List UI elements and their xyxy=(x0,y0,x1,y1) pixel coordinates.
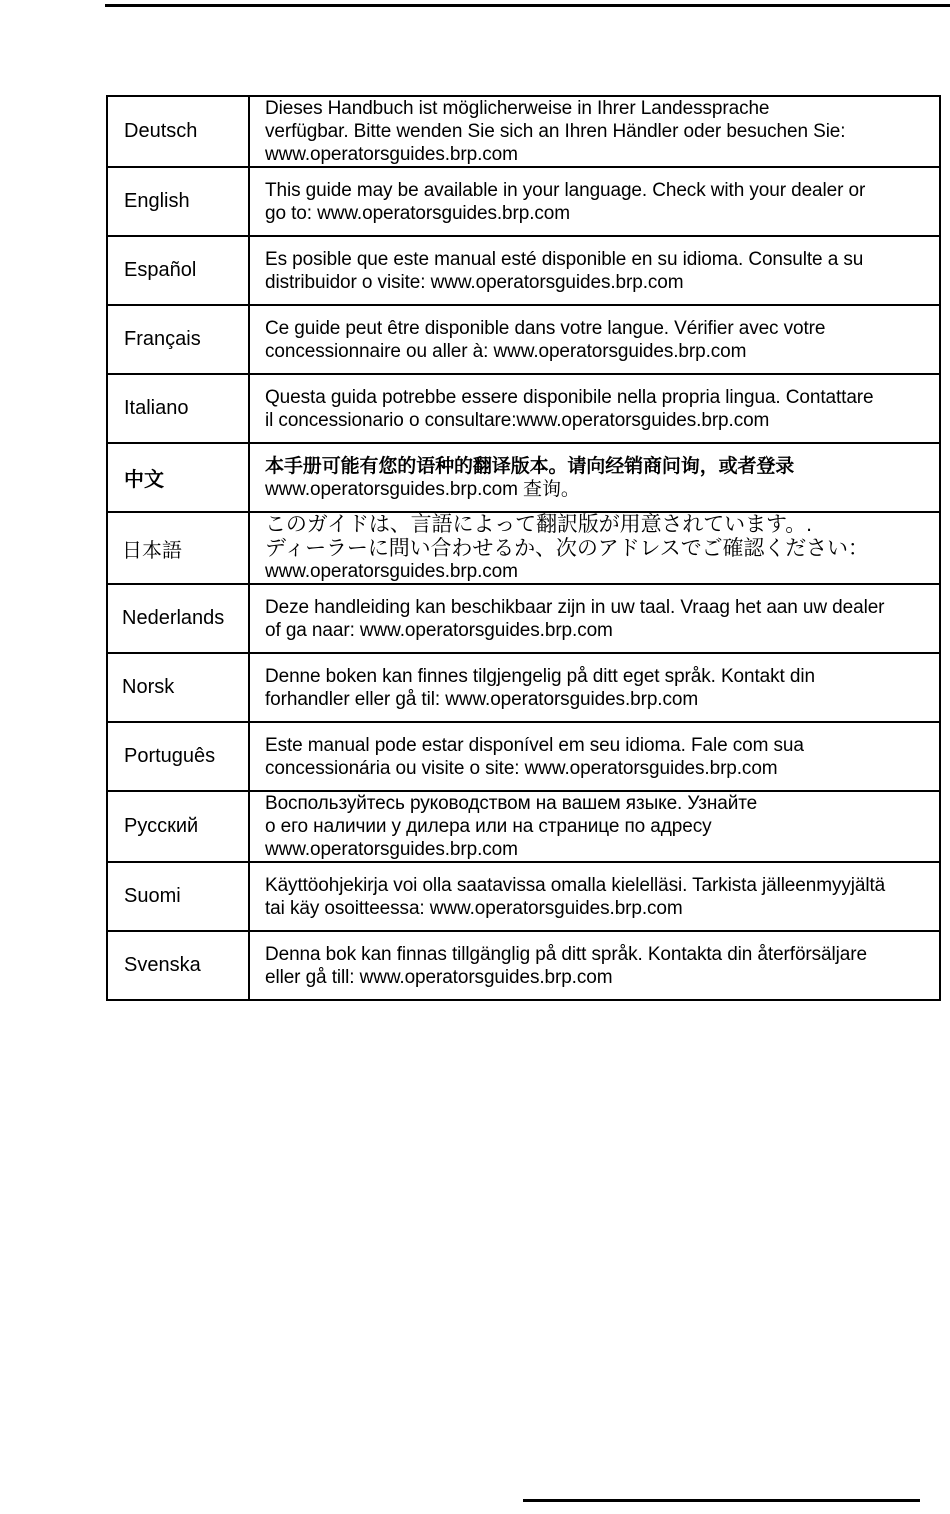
language-message xyxy=(249,374,940,443)
message-url-line: of ga naar: www.operatorsguides.brp.com xyxy=(265,619,613,641)
table-row-russian xyxy=(107,791,940,862)
message-line: verfügbar. Bitte wenden Sie sich an Ihren Händler oder besuchen Sie: xyxy=(265,121,846,142)
language-name: Italiano xyxy=(107,374,249,443)
message-line: Este manual pode estar disponível em seu idioma. Fale com sua xyxy=(265,734,804,756)
table-row-english xyxy=(107,167,940,236)
message-line: ディーラーに問い合わせるか、次のアドレスでご確認ください： xyxy=(265,537,869,560)
message-url-line: distribuidor o visite: www.operatorsguides.brp.com xyxy=(265,271,684,293)
top-rule xyxy=(105,4,950,7)
language-name: 日本語 xyxy=(107,512,249,584)
language-message xyxy=(249,167,940,236)
language-message xyxy=(249,653,940,722)
message-url-line: il concessionario o consultare:www.operatorsguides.brp.com xyxy=(265,409,770,431)
message-url-line: concessionnaire ou aller à: www.operatorsguides.brp.com xyxy=(265,340,747,362)
table-row-espanol xyxy=(107,236,940,305)
language-name: Norsk xyxy=(107,653,249,722)
message-url-line: concessionária ou visite o site: www.operatorsguides.brp.com xyxy=(265,757,778,779)
language-message xyxy=(249,512,940,584)
message-line: Questa guida potrebbe essere disponibile nella propria lingua. Contattare xyxy=(265,386,874,408)
message-line: Воспользуйтесь руководством на вашем языке. Узнайте xyxy=(265,793,758,814)
table-row-norsk xyxy=(107,653,940,722)
message-url-line: go to: www.operatorsguides.brp.com xyxy=(265,202,570,224)
table-row-nederlands xyxy=(107,584,940,653)
message-line: Denna bok kan finnas tillgänglig på ditt språk. Kontakta din återförsäljare xyxy=(265,943,867,965)
table-row-chinese xyxy=(107,443,940,512)
bottom-rule xyxy=(523,1499,920,1502)
table-row-portugues xyxy=(107,722,940,791)
message-line: Es posible que este manual esté disponible en su idioma. Consulte a su xyxy=(265,248,864,270)
language-message xyxy=(249,791,940,862)
language-message xyxy=(249,443,940,512)
language-message xyxy=(249,931,940,1000)
language-name: Português xyxy=(107,722,249,791)
message-line: о его наличии у дилера или на странице по адресу xyxy=(265,816,712,837)
table-row-japanese xyxy=(107,512,940,584)
message-line: This guide may be available in your language. Check with your dealer or xyxy=(265,179,866,201)
message-url-line: www.operatorsguides.brp.com xyxy=(265,144,518,165)
message-line: このガイドは、言語によって翻訳版が用意されています。. xyxy=(265,513,812,536)
language-message xyxy=(249,96,940,167)
table-row-francais xyxy=(107,305,940,374)
language-name: Deutsch xyxy=(107,96,249,167)
language-message xyxy=(249,236,940,305)
language-name: Suomi xyxy=(107,862,249,931)
table-row-svenska xyxy=(107,931,940,1000)
message-url-line: www.operatorsguides.brp.com xyxy=(265,839,518,860)
message-line: Dieses Handbuch ist möglicherweise in Ihrer Landessprache xyxy=(265,98,770,119)
message-url-line: www.operatorsguides.brp.com 查询。 xyxy=(265,478,580,500)
message-line: Käyttöohjekirja voi olla saatavissa omalla kielelläsi. Tarkista jälleenmyyjältä xyxy=(265,874,886,896)
language-name: English xyxy=(107,167,249,236)
table-row-suomi xyxy=(107,862,940,931)
table-row-italiano xyxy=(107,374,940,443)
language-name: 中文 xyxy=(107,443,249,512)
language-message xyxy=(249,722,940,791)
message-line: Deze handleiding kan beschikbaar zijn in uw taal. Vraag het aan uw dealer xyxy=(265,596,885,618)
message-url-line: www.operatorsguides.brp.com xyxy=(265,561,518,582)
message-url-line: forhandler eller gå til: www.operatorsguides.brp.com xyxy=(265,688,699,710)
table-row-deutsch xyxy=(107,96,940,167)
language-name: Nederlands xyxy=(107,584,249,653)
language-name: Español xyxy=(107,236,249,305)
language-message xyxy=(249,584,940,653)
language-name: Svenska xyxy=(107,931,249,1000)
message-line: Denne boken kan finnes tilgjengelig på ditt eget språk. Kontakt din xyxy=(265,665,815,687)
language-name: Русский xyxy=(107,791,249,862)
language-message xyxy=(249,305,940,374)
language-message xyxy=(249,862,940,931)
message-url-line: eller gå till: www.operatorsguides.brp.com xyxy=(265,966,613,988)
message-line: Ce guide peut être disponible dans votre langue. Vérifier avec votre xyxy=(265,317,826,339)
message-line: 本手册可能有您的语种的翻译版本。请向经销商问询，或者登录 xyxy=(265,455,795,477)
message-url-line: tai käy osoitteessa: www.operatorsguides.brp.com xyxy=(265,897,683,919)
language-name: Français xyxy=(107,305,249,374)
language-table xyxy=(106,95,941,1001)
